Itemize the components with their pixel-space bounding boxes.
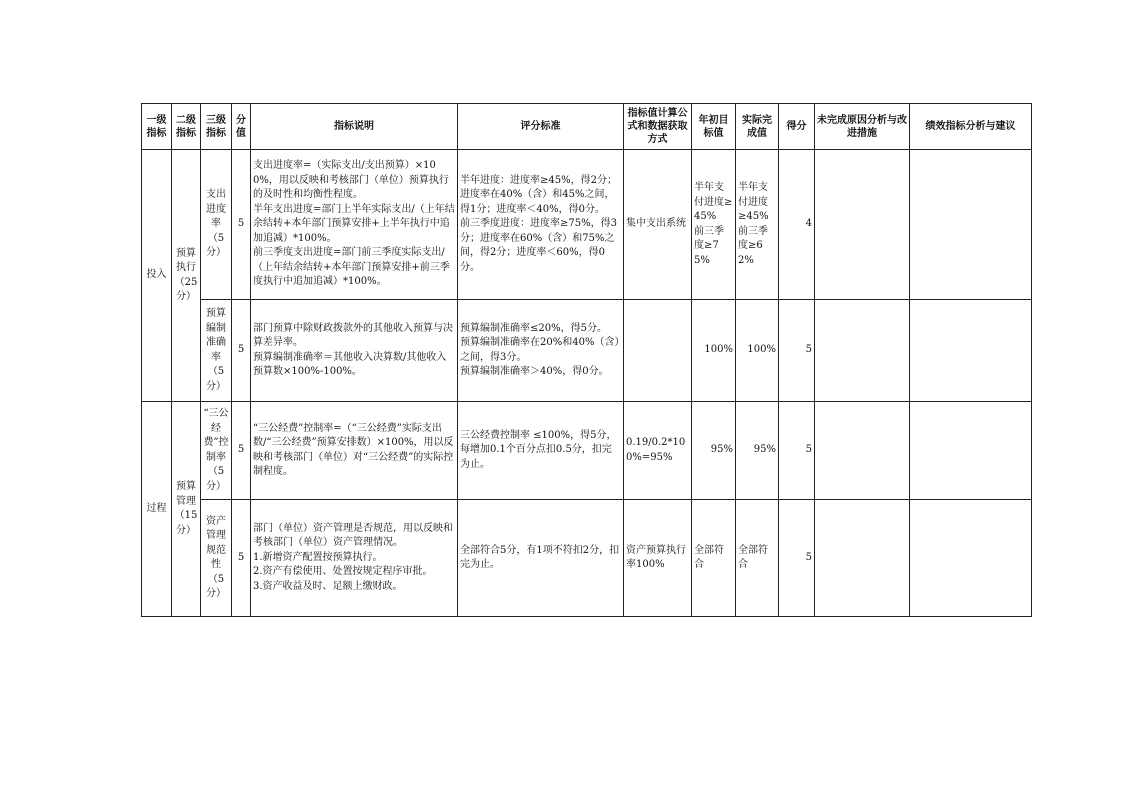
criteria-cell: 半年进度：进度率≥45%，得2分；进度率在40%（含）和45%之间，得1分；进度率＜40%，得0分。 前三季度进度：进度率≥75%，得3分；进度率在60%（含）和75%之间，得2分；进度率＜60%，得0分。 xyxy=(458,150,624,300)
reason-cell xyxy=(815,500,910,617)
level1-input: 投入 xyxy=(142,150,172,402)
criteria-cell: 预算编制准确率≤20%，得5分。 预算编制准确率在20%和40%（含）之间，得3分。 预算编制准确率＞40%，得0分。 xyxy=(458,300,624,402)
header-row xyxy=(142,104,1032,150)
actual-cell: 95% xyxy=(736,402,779,500)
target-cell: 全部符合 xyxy=(692,500,736,617)
score-value-cell: 5 xyxy=(232,402,251,500)
criteria-cell: 全部符合5分，有1项不符扣2分，扣完为止。 xyxy=(458,500,624,617)
formula-cell: 集中支出系统 xyxy=(624,150,692,300)
description-cell: 支出进度率=（实际支出/支出预算）×100%，用以反映和考核部门（单位）预算执行的及时性和均衡性程度。 半年支出进度=部门上半年实际支出/（上年结余结转+本年部门预算安排+上半年执行中追加追减）*100%。 前三季度支出进度=部门前三季度实际支出/（上年结余结转+本年部门预算安排+前三季度执行中追加追减）*100%。 xyxy=(251,150,458,300)
table-row xyxy=(142,500,1032,617)
description-cell: “三公经费”控制率=（“三公经费”实际支出数/“三公经费”预算安排数）×100%，用以反映和考核部门（单位）对“三公经费”的实际控制程度。 xyxy=(251,402,458,500)
header-criteria: 评分标准 xyxy=(458,104,624,150)
description-cell: 部门预算中除财政拨款外的其他收入预算与决算差异率。 预算编制准确率＝其他收入决算数/其他收入预算数×100%-100%。 xyxy=(251,300,458,402)
score-value-cell: 5 xyxy=(232,300,251,402)
score-cell: 4 xyxy=(779,150,815,300)
table-row xyxy=(142,402,1032,500)
criteria-cell: 三公经费控制率 ≤100%，得5分，每增加0.1个百分点扣0.5分，扣完为止。 xyxy=(458,402,624,500)
level2-budget-exec: 预算执行（25分） xyxy=(172,150,201,402)
description-cell: 部门（单位）资产管理是否规范，用以反映和考核部门（单位）资产管理情况。 1.新增资产配置按预算执行。 2.资产有偿使用、处置按规定程序审批。 3.资产收益及时、足额上缴财政。 xyxy=(251,500,458,617)
target-cell: 95% xyxy=(692,402,736,500)
header-actual: 实际完成值 xyxy=(736,104,779,150)
reason-cell xyxy=(815,402,910,500)
formula-cell: 资产预算执行率100% xyxy=(624,500,692,617)
header-level3: 三级指标 xyxy=(201,104,232,150)
score-value-cell: 5 xyxy=(232,150,251,300)
actual-cell: 半年支付进度≥45% 前三季度≥62% xyxy=(736,150,779,300)
header-formula: 指标值计算公式和数据获取方式 xyxy=(624,104,692,150)
score-cell: 5 xyxy=(779,402,815,500)
score-cell: 5 xyxy=(779,500,815,617)
level1-process: 过程 xyxy=(142,402,172,617)
advice-cell xyxy=(910,402,1032,500)
score-cell: 5 xyxy=(779,300,815,402)
formula-cell xyxy=(624,300,692,402)
target-cell: 半年支付进度≥45% 前三季度≥75% xyxy=(692,150,736,300)
header-level2: 二级指标 xyxy=(172,104,201,150)
score-value-cell: 5 xyxy=(232,500,251,617)
header-target: 年初目标值 xyxy=(692,104,736,150)
formula-cell: 0.19/0.2*100%=95% xyxy=(624,402,692,500)
level3-cell: “三公经费”控制率（5分） xyxy=(201,402,232,500)
advice-cell xyxy=(910,500,1032,617)
header-advice: 绩效指标分析与建议 xyxy=(910,104,1032,150)
performance-evaluation-table xyxy=(141,103,1032,617)
header-level1: 一级指标 xyxy=(142,104,172,150)
header-score: 得分 xyxy=(779,104,815,150)
table-row xyxy=(142,300,1032,402)
advice-cell xyxy=(910,300,1032,402)
level2-budget-mgmt: 预算管理（15分） xyxy=(172,402,201,617)
header-description: 指标说明 xyxy=(251,104,458,150)
actual-cell: 全部符合 xyxy=(736,500,779,617)
advice-cell xyxy=(910,150,1032,300)
reason-cell xyxy=(815,300,910,402)
header-reason: 未完成原因分析与改进措施 xyxy=(815,104,910,150)
level3-cell: 预算编制准确率（5分） xyxy=(201,300,232,402)
level3-cell: 资产管理规范性（5分） xyxy=(201,500,232,617)
table-row xyxy=(142,150,1032,300)
level3-cell: 支出进度率（5分） xyxy=(201,150,232,300)
actual-cell: 100% xyxy=(736,300,779,402)
target-cell: 100% xyxy=(692,300,736,402)
reason-cell xyxy=(815,150,910,300)
header-score-value: 分值 xyxy=(232,104,251,150)
